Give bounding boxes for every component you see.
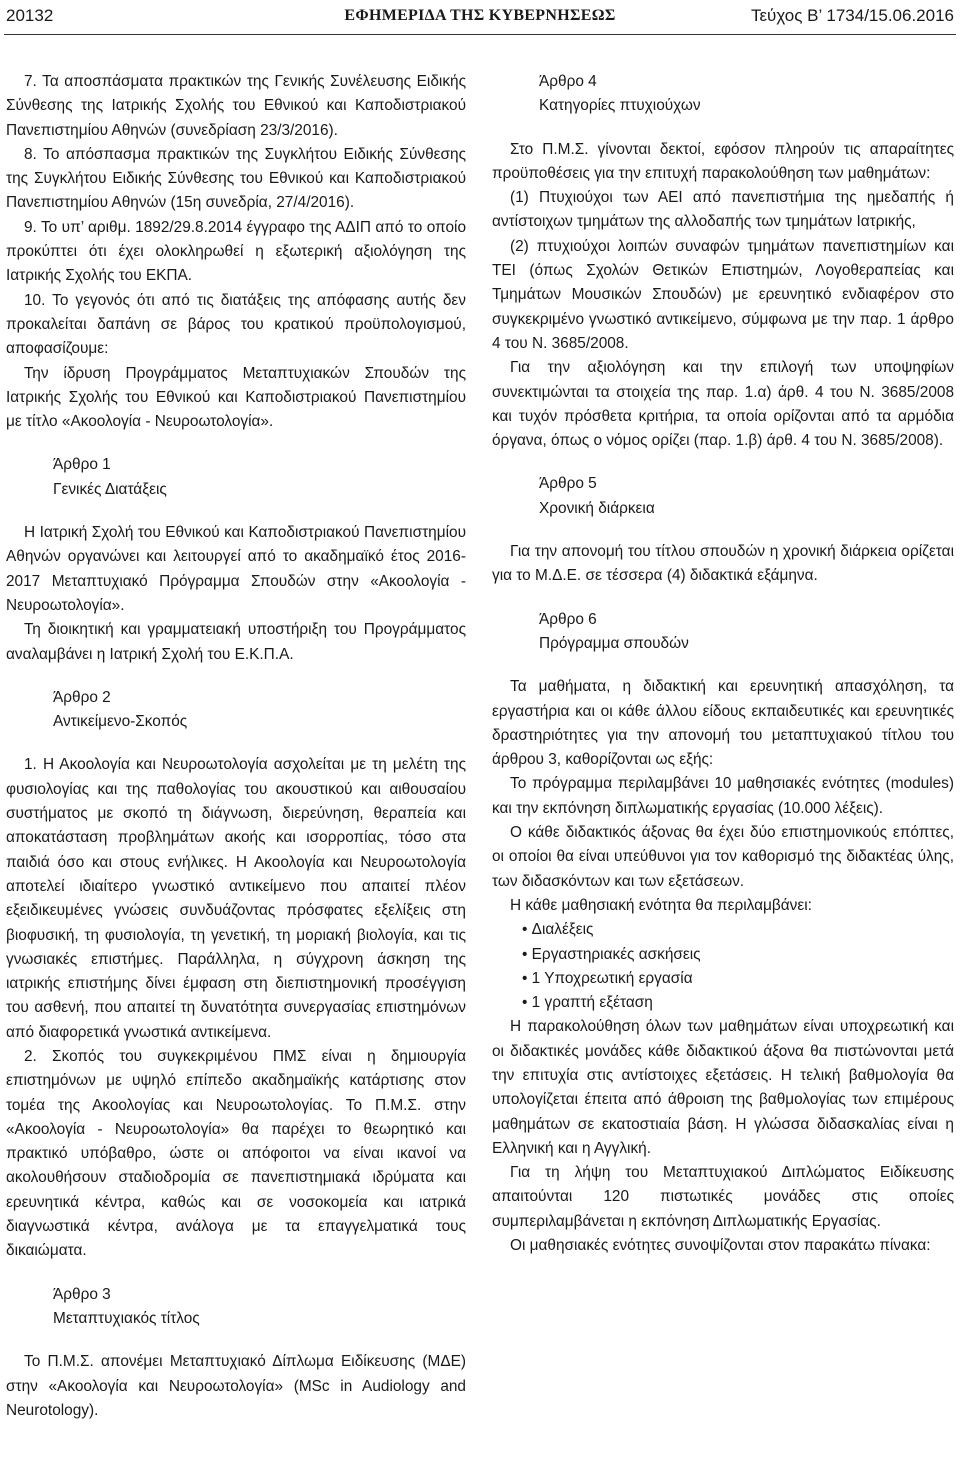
module-components-list bbox=[492, 918, 954, 1015]
article-6-paragraph-6: Για τη λήψη του Μεταπτυχιακού Διπλώματος Ειδίκευσης απαιτούνται 120 πιστωτικές μονάδες στις οποίες συμπεριλαμβάνεται η εκπόνηση Διπλωματικής Εργασίας. bbox=[492, 1164, 954, 1230]
article-4-paragraph-2: (1) Πτυχιούχοι των ΑΕΙ από πανεπιστήμια της ημεδαπής ή αντίστοιχων τμημάτων της αλλοδαπής των τμημάτων Ιατρικής, bbox=[492, 189, 954, 231]
paragraph-10: 10. Το γεγονός ότι από τις διατάξεις της απόφασης αυτής δεν προκαλείται δαπάνη σε βάρος του κρατικού προϋπολογισμού, αποφασίζουμε: bbox=[6, 291, 466, 358]
article-number: Άρθρο 6 bbox=[539, 610, 597, 628]
article-6-paragraph-7: Οι μαθησιακές ενότητες συνοψίζονται στον παρακάτω πίνακα: bbox=[510, 1237, 931, 1255]
article-3-paragraph-1: Το Π.Μ.Σ. απονέμει Μεταπτυχιακό Δίπλωμα Ειδίκευσης (ΜΔΕ) στην «Ακοολογία και Νευροωτολογία» (MSc in Audiology and Neurotology). bbox=[6, 1353, 466, 1419]
list-item: • Διαλέξεις bbox=[492, 918, 954, 942]
paragraph-8: 8. Το απόσπασμα πρακτικών της Συγκλήτου Ειδικής Σύνθεσης της Συγκλήτου Ειδικής Σύνθεσης του Εθνικού και Καποδιστριακού Πανεπιστημίου Αθηνών (15η συνεδρία, 27/4/2016). bbox=[6, 145, 466, 212]
article-title: Πρόγραμμα σπουδών bbox=[539, 634, 689, 652]
article-6-paragraph-5: Η παρακολούθηση όλων των μαθημάτων είναι υποχρεωτική και οι διδακτικές μονάδες κάθε διδακτικού άξονα θα πιστώνονται μετά την επιτυχία στις αντίστοιχες εξετάσεις. Η τελική βαθμολογία θα υπολογίζεται έπειτα από άθροιση της βαθμολογίας των επιμέρους μαθημάτων σε εκατοστιαία βάση. Η γλώσσα διδασκαλίας είναι η Ελληνική και η Αγγλική. bbox=[492, 1018, 954, 1157]
article-4-paragraph-3: (2) πτυχιούχοι λοιπών συναφών τμημάτων πανεπιστημίων και ΤΕΙ (όπως Σχολών Θετικών Επιστημών, Λογοθεραπείας και Τμημάτων Μουσικών Σπουδών) με ερευνητικό ενδιαφέρον στο συγκεκριμένο γνωστικό αντικείμενο, σύμφωνα με την παρ. 1 άρθρο 4 του Ν. 3685/2008. bbox=[492, 237, 954, 352]
right-column bbox=[492, 70, 954, 1258]
article-6-paragraph-1: Τα μαθήματα, η διδακτική και ερευνητική απασχόληση, τα εργαστήρια και οι κάθε άλλου είδους εκπαιδευτικές και ερευνητικές δραστηριότητες για την απονομή του μεταπτυχιακού τίτλου του άρθρου 3, καθορίζονται ως εξής: bbox=[492, 678, 954, 769]
article-1-heading bbox=[53, 453, 466, 502]
article-6-paragraph-3: Ο κάθε διδακτικός άξονας θα έχει δύο επιστημονικούς επόπτες, οι οποίοι θα είναι υπεύθυνοι για τον καθορισμό της διδακτέας ύλης, των διδασκόντων και των εξετάσεων. bbox=[492, 824, 954, 890]
article-2-paragraph-2: 2. Σκοπός του συγκεκριμένου ΠΜΣ είναι η δημιουργία επιστημόνων με υψηλό επίπεδο ακαδημαϊκής κατάρτισης στον τομέα της Ακοολογίας και Νευροωτολογίας. Το Π.Μ.Σ. στην «Ακοολογία - Νευροωτολογία» θα παρέχει το θεωρητικό και πρακτικό υπόβαθρο, ώστε οι απόφοιτοι να είναι ικανοί να ακολουθήσουν σταδιοδρομία σε πανεπιστημιακά ιδρύματα και ερευνητικά κέντρα, καθώς και σε νοσοκομεία και ιατρικά διαγνωστικά κέντρα, ανάλογα με τα επαγγελματικά τους δικαιώματα. bbox=[6, 1047, 466, 1260]
page-header bbox=[0, 0, 960, 34]
article-number: Άρθρο 4 bbox=[539, 73, 597, 90]
article-title: Αντικείμενο-Σκοπός bbox=[53, 713, 188, 731]
article-1-paragraph-2: Τη διοικητική και γραμματειακή υποστήριξη του Προγράμματος αναλαμβάνει η Ιατρική Σχολή του Ε.Κ.Π.Α. bbox=[6, 621, 466, 663]
article-5-paragraph-1: Για την απονομή του τίτλου σπουδών η χρονική διάρκεια ορίζεται για το Μ.Δ.Ε. σε τέσσερα (4) διδακτικά εξάμηνα. bbox=[492, 543, 954, 585]
article-6-paragraph-2: Το πρόγραμμα περιλαμβάνει 10 μαθησιακές ενότητες (modules) και την εκπόνηση διπλωματικής εργασίας (10.000 λέξεις). bbox=[492, 775, 954, 817]
page-number: 20132 bbox=[6, 6, 54, 25]
list-item: • Εργαστηριακές ασκήσεις bbox=[492, 943, 954, 967]
article-2-paragraph-1: 1. Η Ακοολογία και Νευροωτολογία ασχολείται με τη μελέτη της φυσιολογίας και της παθολογίας του ακουστικού και αιθουσαίου συστήματος με σκοπό τη διάγνωση, διερεύνηση, θεραπεία και αποκατάσταση προβλημάτων ακοής και ισορροπίας, τόσο στα παιδιά όσο και στους ενήλικες. Η Ακοολογία και Νευροωτολογία αποτελεί ιδιαίτερο γνωστικό αντικείμενο που απαιτεί πλέον εξειδικευμένες γνώσεις συνδυάζοντας πρόσφατες εξελίξεις στη βιοφυσική, τη φυσιολογία, τη γενετική, τη μοριακή βιολογία, και τις γνωσιακές επιστήμες. Παράλληλα, η σύγχρονη άσκηση της ιατρικής επιστήμης δίνει έμφαση στη διεπιστημονική προσέγγιση του ασθενή, που απαιτεί τη δυνατότητα συνεργασίας επιστημόνων από διαφορετικά γνωστικά αντικείμενα. bbox=[6, 756, 466, 1041]
list-item: • 1 Υποχρεωτική εργασία bbox=[492, 967, 954, 991]
article-title: Μεταπτυχιακός τίτλος bbox=[53, 1309, 200, 1327]
article-number: Άρθρο 5 bbox=[539, 475, 597, 493]
article-3-heading bbox=[53, 1283, 466, 1332]
article-title: Κατηγορίες πτυχιούχων bbox=[539, 97, 701, 115]
article-1-paragraph-1: Η Ιατρική Σχολή του Εθνικού και Καποδιστριακού Πανεπιστημίου Αθηνών οργανώνει και λειτουργεί από το ακαδημαϊκό έτος 2016-2017 Μεταπτυχιακό Πρόγραμμα Σπουδών στην «Ακοολογία - Νευροωτολογία». bbox=[6, 524, 466, 614]
article-title: Χρονική διάρκεια bbox=[539, 499, 655, 517]
decision-paragraph: Την ίδρυση Προγράμματος Μεταπτυχιακών Σπουδών της Ιατρικής Σχολής του Εθνικού και Καποδιστριακού Πανεπιστημίου με τίτλο «Ακοολογία - Νευροωτολογία». bbox=[6, 364, 466, 431]
article-number: Άρθρο 2 bbox=[53, 688, 111, 706]
journal-title: ΕΦΗΜΕΡΙΔΑ ΤΗΣ ΚΥΒΕΡΝΗΣΕΩΣ bbox=[344, 7, 616, 24]
article-4-paragraph-4: Για την αξιολόγηση και την επιλογή των υποψηφίων συνεκτιμώνται τα στοιχεία της παρ. 1.α) άρθ. 4 του Ν. 3685/2008 και τυχόν πρόσθετα κριτήρια, τα οποία ορίζονται από τα αρμόδια όργανα, όπως ο νόμος ορίζει (παρ. 1.β) άρθ. 4 του Ν. 3685/2008). bbox=[492, 359, 954, 450]
list-item: • 1 γραπτή εξέταση bbox=[492, 991, 954, 1015]
article-5-heading bbox=[539, 472, 954, 521]
article-2-heading bbox=[53, 686, 466, 735]
article-title: Γενικές Διατάξεις bbox=[53, 480, 167, 498]
article-6-paragraph-4: Η κάθε μαθησιακή ενότητα θα περιλαμβάνει: bbox=[510, 896, 812, 914]
issue-info: Τεύχος Β’ 1734/15.06.2016 bbox=[750, 6, 954, 25]
article-number: Άρθρο 1 bbox=[53, 456, 111, 474]
paragraph-9: 9. Το υπ’ αριθμ. 1892/29.8.2014 έγγραφο της ΑΔΙΠ από το οποίο προκύπτει ότι έχει ολοκληρωθεί η εξωτερική αξιολόγηση της Ιατρικής Σχολής του ΕΚΠΑ. bbox=[6, 218, 466, 285]
article-4-heading bbox=[539, 70, 954, 119]
article-4-paragraph-1: Στο Π.Μ.Σ. γίνονται δεκτοί, εφόσον πληρούν τις απαραίτητες προϋποθέσεις για την επιτυχή παρακολούθηση των μαθημάτων: bbox=[492, 140, 954, 182]
paragraph-7: 7. Τα αποσπάσματα πρακτικών της Γενικής Συνέλευσης Ειδικής Σύνθεσης της Ιατρικής Σχολής του Εθνικού και Καποδιστριακού Πανεπιστημίου Αθηνών (συνεδρίαση 23/3/2016). bbox=[6, 73, 466, 139]
left-column bbox=[6, 70, 466, 1423]
article-number: Άρθρο 3 bbox=[53, 1285, 111, 1303]
header-divider bbox=[4, 34, 956, 35]
article-6-heading bbox=[539, 608, 954, 657]
